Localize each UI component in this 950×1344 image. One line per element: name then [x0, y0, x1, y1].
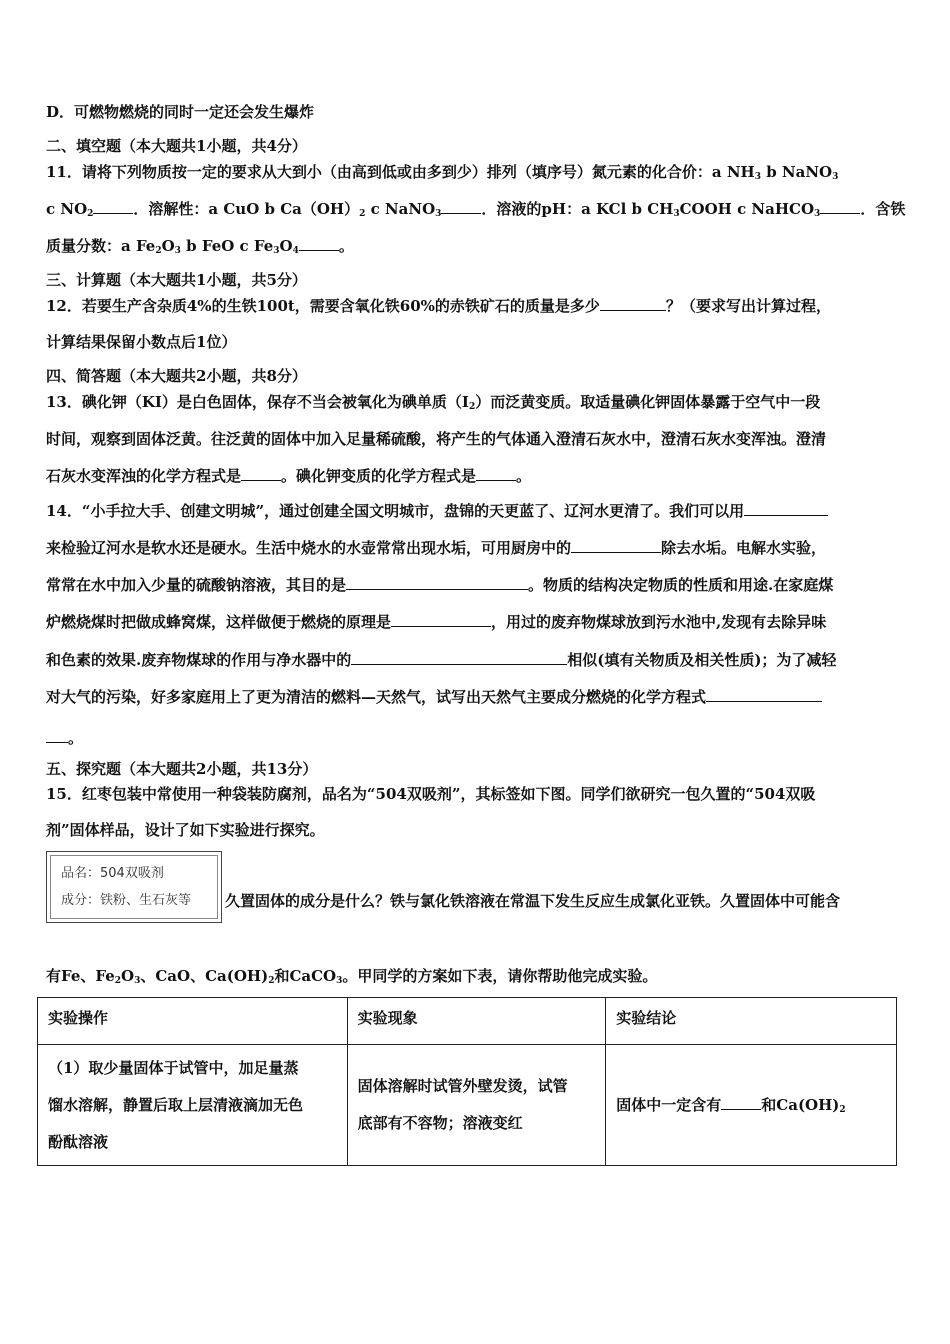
cell-phenomenon — [347, 1045, 606, 1166]
header-operation: 实验操作 — [38, 998, 348, 1045]
answer-blank[interactable] — [600, 296, 666, 311]
q13-line-1: 13．碘化钾（KI）是白色固体，保存不当会被氧化为碘单质$(I_2)$而泛黄变质。取适量碘化钾固体暴露于空气中一段 — [46, 393, 821, 412]
option-d: D．可燃物燃烧的同时一定还会发生爆炸 — [46, 103, 315, 121]
q13-line-3: 石灰水变浑浊的化学方程式是 。碘化钾变质的化学方程式是 。 — [46, 467, 532, 485]
answer-blank[interactable] — [721, 1095, 761, 1110]
header-conclusion: 实验结论 — [606, 998, 897, 1045]
q12-line-2: 计算结果保留小数点后1位） — [46, 333, 237, 351]
answer-blank[interactable] — [346, 575, 528, 590]
cell-conclusion: 固体中一定含有 和$Ca(OH)_2$ — [606, 1045, 897, 1166]
q14-line-3: 常常在水中加入少量的硫酸钠溶液，其目的是 。物质的结构决定物质的性质和用途.在家庭煤 — [46, 576, 834, 594]
conclusion-text: 固体中一定含有 — [616, 1096, 722, 1114]
product-ingredients-text: 成分：铁粉、生石灰等 — [61, 893, 192, 908]
q14-line-5: 和色素的效果.废弃物煤球的作用与净水器中的 相似(填有关物质及相关性质)；为了减轻 — [46, 651, 837, 669]
answer-blank[interactable] — [241, 466, 281, 481]
q11-line-2: c $NO_2$ ．溶解性：a CuO b $Ca(OH)_2$ c NaNO$_3$ ．溶液的pH：a KCl b $CH_3COOH$ c NaHCO$_3$ ．含铁 — [46, 200, 906, 219]
answer-blank[interactable] — [706, 687, 822, 702]
table-header-row — [38, 998, 897, 1045]
q15-line-2: 剂”固体样品，设计了如下实验进行探究。 — [46, 821, 325, 839]
q15-line-4: 有Fe、$Fe_2O_3$、CaO、$Ca(OH)_2$和CaCO$_3$。甲同学的方案如下表，请你帮助他完成实验。 — [46, 967, 658, 986]
product-label-image — [46, 851, 222, 923]
answer-blank[interactable] — [476, 466, 516, 481]
section-4-heading: 四、简答题（本大题共2小题，共8分） — [46, 367, 307, 385]
answer-blank[interactable] — [299, 236, 339, 251]
q14-line-6: 对大气的污染，好多家庭用上了更为清洁的燃料—天然气，试写出天然气主要成分燃烧的化学方程式 — [46, 687, 906, 707]
operation-line: （1）取少量固体于试管中，加足量蒸 — [48, 1058, 299, 1077]
operation-line: 馏水溶解，静置后取上层清液滴加无色 — [48, 1095, 304, 1114]
q15-line-3: 久置固体的成分是什么？铁与氯化铁溶液在常温下发生反应生成氯化亚铁。久置固体中可能含 — [225, 892, 841, 910]
answer-blank[interactable] — [351, 650, 567, 665]
answer-blank[interactable] — [571, 538, 661, 553]
phenomenon-line: 底部有不容物；溶液变红 — [357, 1114, 523, 1132]
table-row — [38, 1045, 897, 1166]
experiment-table — [37, 997, 897, 1166]
section-5-heading: 五、探究题（本大题共2小题，共13分） — [46, 760, 318, 778]
q11-line-3: 质量分数：a $Fe_2O_3$ b FeO c $Fe_3O_4$ 。 — [46, 237, 354, 256]
header-phenomenon: 实验现象 — [347, 998, 606, 1045]
q11-line-1: 11．请将下列物质按一定的要求从大到小（由高到低或由多到少）排列（填序号）氮元素的化合价：a $NH_3$ b NaNO$_3$ — [46, 163, 839, 182]
product-name-text: 品名：504双吸剂 — [61, 866, 164, 881]
answer-blank[interactable] — [46, 728, 68, 743]
section-2-heading: 二、填空题（本大题共1小题，共4分） — [46, 137, 307, 155]
q12-line-1: 12．若要生产含杂质4%的生铁100t，需要含氧化铁60%的赤铁矿石的质量是多少 ？（要求写出计算过程， — [46, 297, 831, 315]
q14-line-1: 14．“小手拉大手、创建文明城”，通过创建全国文明城市，盘锦的天更蓝了、辽河水更清了。我们可以用 — [46, 501, 906, 521]
q15-line-1: 15．红枣包装中常使用一种袋装防腐剂，品名为“504双吸剂”，其标签如下图。同学们欲研究一包久置的“504双吸 — [46, 785, 816, 803]
section-3-heading: 三、计算题（本大题共1小题，共5分） — [46, 271, 307, 289]
q14-line-4: 炉燃烧煤时把做成蜂窝煤，这样做便于燃烧的原理是 ，用过的废弃物煤球放到污水池中,发现有去除异味 — [46, 613, 827, 631]
answer-blank[interactable] — [744, 501, 828, 516]
q14-line-7: 。 — [46, 728, 906, 748]
q14-line-2: 来检验辽河水是软水还是硬水。生活中烧水的水壶常常出现水垢，可用厨房中的 除去水垢。电解水实验， — [46, 539, 827, 557]
answer-blank[interactable] — [93, 199, 133, 214]
q13-line-2: 时间，观察到固体泛黄。往泛黄的固体中加入足量稀硫酸，将产生的气体通入澄清石灰水中，澄清石灰水变浑浊。澄清 — [46, 430, 827, 448]
cell-operation — [38, 1045, 348, 1166]
answer-blank[interactable] — [820, 199, 860, 214]
answer-blank[interactable] — [391, 612, 491, 627]
operation-line: 酚酞溶液 — [48, 1132, 109, 1151]
conclusion-text: 和Ca(OH) — [761, 1096, 840, 1114]
phenomenon-line: 固体溶解时试管外壁发烫，试管 — [357, 1077, 568, 1095]
answer-blank[interactable] — [441, 199, 481, 214]
